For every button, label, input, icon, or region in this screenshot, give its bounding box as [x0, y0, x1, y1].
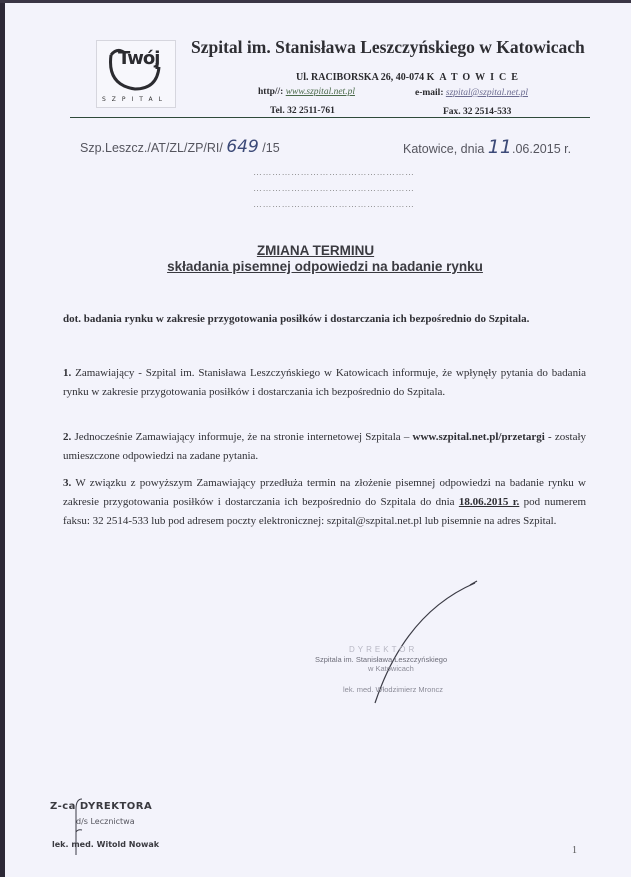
footer-stamp-department: d/s Lecznictwa — [76, 817, 135, 826]
paragraph-3-deadline: 18.06.2015 r. — [458, 496, 520, 508]
reference-prefix: Szp.Leszcz./AT/ZL/ZP/RI/ — [80, 141, 223, 155]
signature-name: lek. med. Włodzimierz Mroncz — [343, 685, 444, 694]
email-link[interactable]: szpital@szpital.net.pl — [445, 88, 528, 98]
document-subtitle: składania pisemnej odpowiedzi na badanie rynku — [167, 259, 483, 274]
email-label: e-mail: — [415, 88, 444, 98]
http-label: http//: — [258, 87, 284, 97]
email-line — [415, 88, 528, 98]
recipient-line: …………………………………………… — [253, 167, 415, 177]
reference-suffix: /15 — [262, 141, 280, 155]
signature-city: w Katowicach — [368, 664, 414, 673]
subject-line: dot. badania rynku w zakresie przygotowania posiłków i dostarczania ich bezpośrednio do Szpitala. — [63, 313, 530, 325]
reference-handwritten-number: 649 — [226, 137, 259, 157]
paragraph-2 — [63, 428, 586, 466]
paragraph-3-number: 3. — [63, 477, 72, 489]
paragraph-2-link[interactable]: www.szpital.net.pl/przetargi — [412, 431, 545, 443]
paragraph-1-text: Zamawiający - Szpital im. Stanisława Leszczyńskiego w Katowicach informuje, że wpłynęły pytania do badania rynku w zakresie przygotowania posiłków i dostarczania ich bezpośrednio do Szpitala. — [63, 367, 587, 398]
address-street: Ul. RACIBORSKA 26, 40-074 — [296, 72, 425, 83]
website-line — [258, 87, 355, 97]
logo-text: Twój — [118, 48, 160, 69]
date-prefix: Katowice, dnia — [403, 142, 485, 156]
reference-number — [80, 137, 280, 157]
paragraph-3-text-a: W związku z powyższym Zamawiający przedłuża termin na złożenie pisemnej odpowiedzi na badanie rynku w zakresie przygotowania posiłków i dostarczania ich bezpośrednio do Szpitala do dnia — [63, 477, 586, 508]
logo-subtext: SZPITAL — [102, 96, 168, 103]
paragraph-3-text-b: pod numerem faksu: 32 2514-533 lub pod adresem poczty elektronicznej: szpital@szpital.net.pl lub pisemnie na adres Szpital. — [63, 496, 587, 527]
footer-stamp-name: lek. med. Witold Nowak — [52, 840, 160, 849]
address-city: KATOWICE — [426, 72, 523, 83]
hospital-name: Szpital im. Stanisława Leszczyńskiego w Katowicach — [191, 37, 585, 57]
scan-edge-left — [0, 0, 5, 877]
paragraph-1-number: 1. — [63, 367, 72, 379]
paragraph-2-text-b: - zostały umieszczone odpowiedzi na zadane pytania. — [63, 431, 587, 462]
paragraph-1 — [63, 364, 586, 402]
date-suffix: .06.2015 r. — [511, 142, 572, 156]
hospital-address — [296, 72, 523, 83]
page-number: 1 — [572, 845, 577, 856]
signature-title: DYREKTOR — [349, 645, 418, 654]
signature-institution: Szpitala im. Stanisława Leszczyńskiego — [315, 655, 448, 664]
date-handwritten-day: 11 — [487, 136, 512, 158]
document-title: ZMIANA TERMINU — [256, 243, 375, 258]
fax: Fax. 32 2514-533 — [443, 107, 512, 117]
header-divider — [70, 117, 590, 118]
letter-date — [403, 136, 571, 158]
paragraph-2-text-a: Jednocześnie Zamawiający informuje, że na stronie internetowej Szpitala – — [74, 431, 410, 443]
scan-edge-top — [0, 0, 631, 3]
footer-stamp-title: Z-ca DYREKTORA — [50, 801, 153, 812]
recipient-line: …………………………………………… — [253, 183, 415, 193]
telephone: Tel. 32 2511-761 — [270, 106, 335, 116]
paragraph-3 — [63, 474, 586, 531]
paragraph-2-number: 2. — [63, 431, 72, 443]
website-link[interactable]: www.szpital.net.pl — [285, 87, 355, 97]
recipient-line: …………………………………………… — [253, 199, 415, 209]
